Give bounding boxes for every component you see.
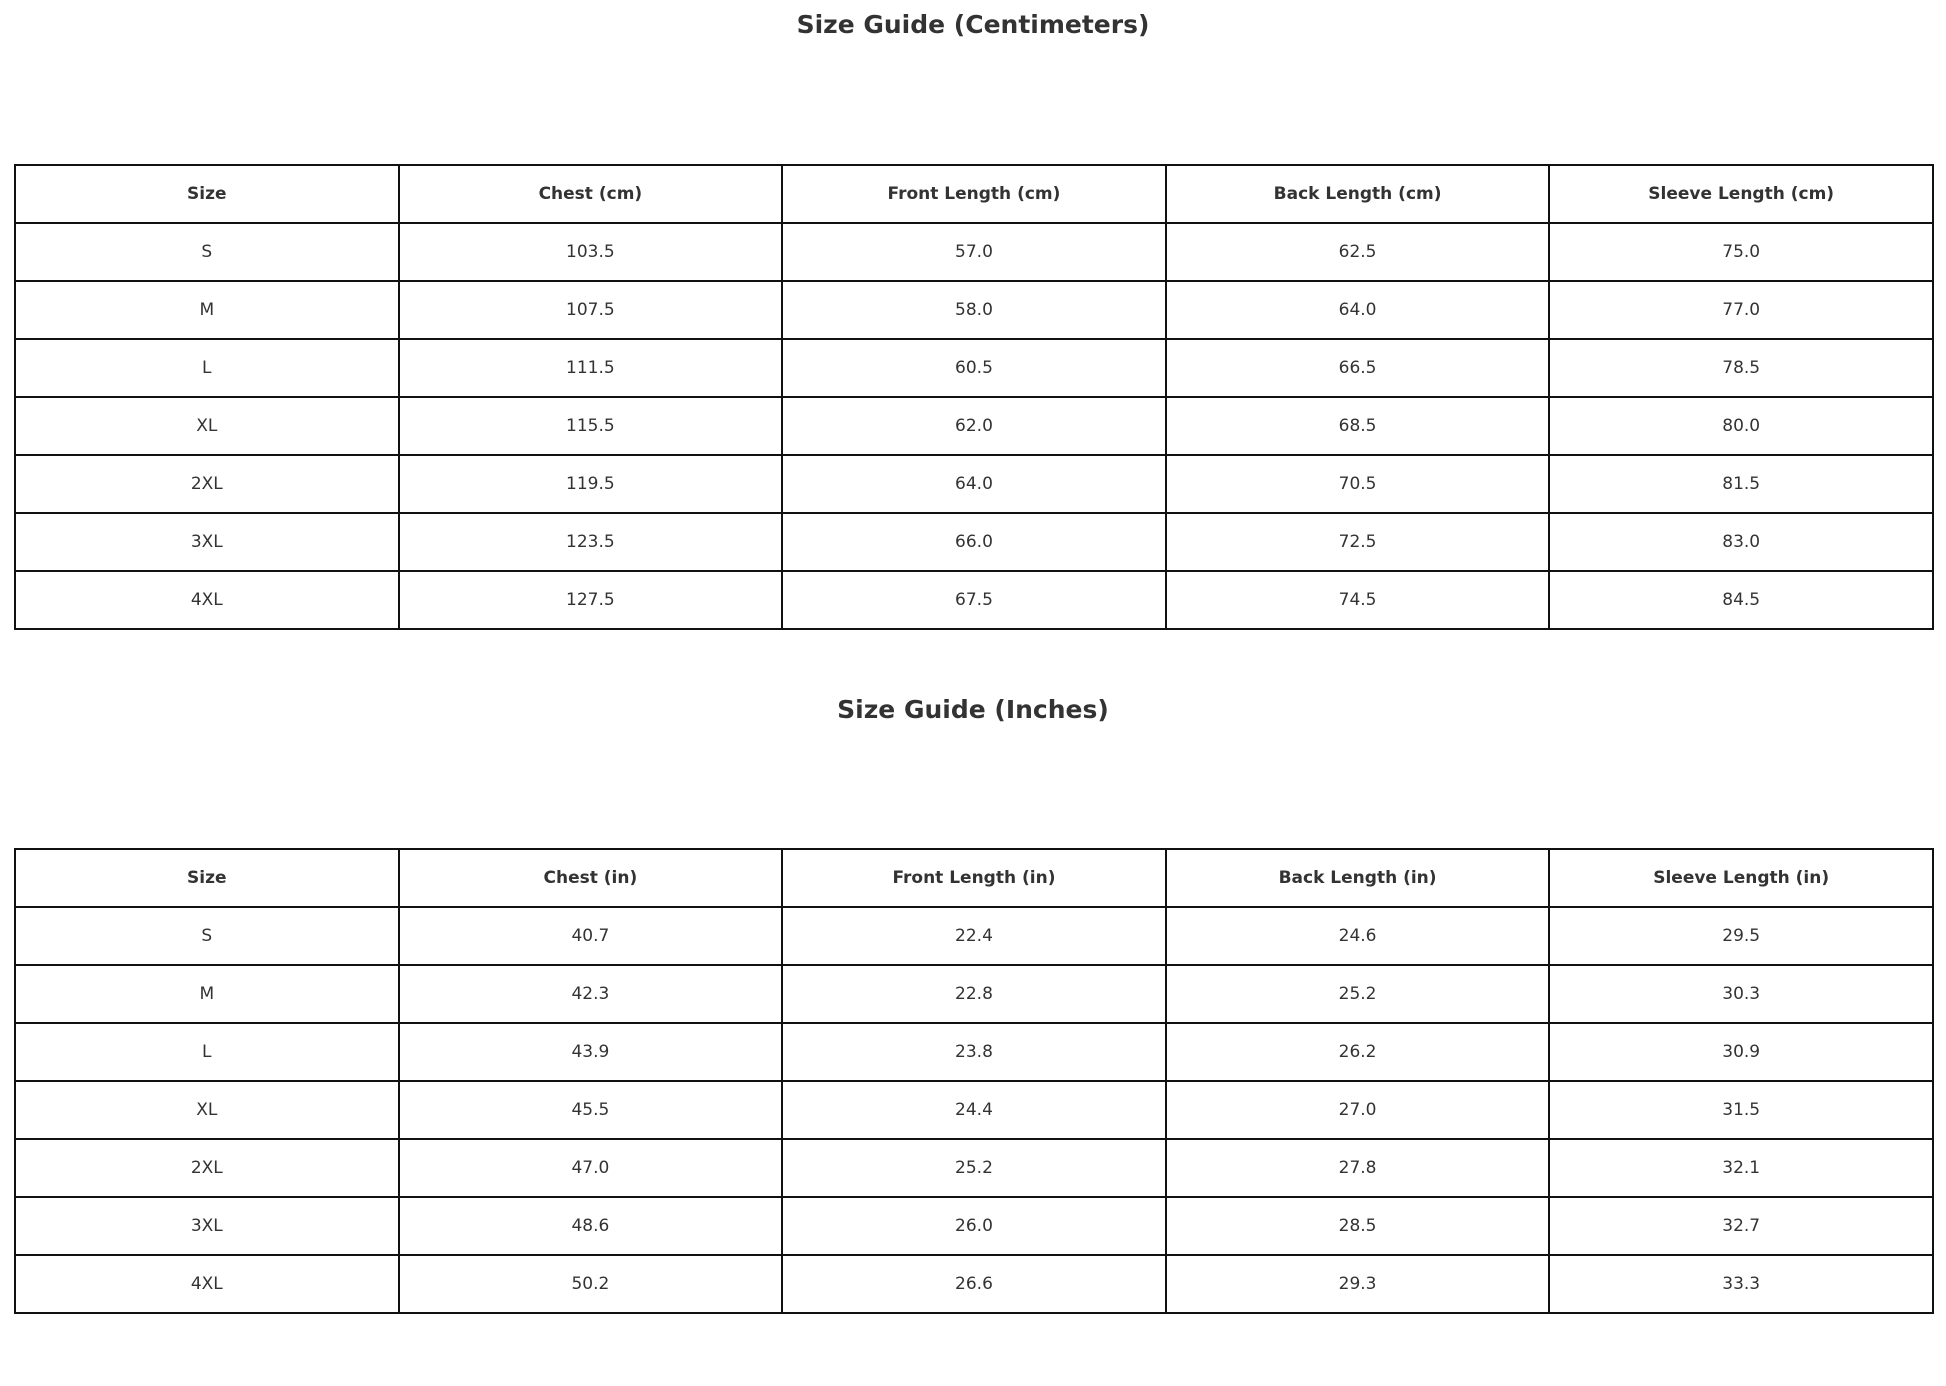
table-header-row — [15, 165, 1933, 223]
measurement-cell: 107.5 — [399, 281, 783, 339]
measurement-cell: 60.5 — [782, 339, 1166, 397]
size-guide-cm-title: Size Guide (Centimeters) — [796, 10, 1150, 39]
measurement-cell: 32.7 — [1549, 1197, 1933, 1255]
measurement-cell: 30.9 — [1549, 1023, 1933, 1081]
measurement-cell: 26.2 — [1166, 1023, 1550, 1081]
measurement-cell: 75.0 — [1549, 223, 1933, 281]
table-row — [15, 571, 1933, 629]
size-cell: XL — [15, 397, 399, 455]
measurement-cell: 42.3 — [399, 965, 783, 1023]
measurement-cell: 32.1 — [1549, 1139, 1933, 1197]
measurement-cell: 25.2 — [782, 1139, 1166, 1197]
measurement-cell: 22.8 — [782, 965, 1166, 1023]
table-row — [15, 1255, 1933, 1313]
table-row — [15, 1139, 1933, 1197]
size-cell: 2XL — [15, 455, 399, 513]
size-guide-in-table — [14, 848, 1934, 1314]
size-cell: S — [15, 223, 399, 281]
column-header: Size — [15, 165, 399, 223]
size-cell: S — [15, 907, 399, 965]
measurement-cell: 26.6 — [782, 1255, 1166, 1313]
table-header-row — [15, 849, 1933, 907]
measurement-cell: 83.0 — [1549, 513, 1933, 571]
size-cell: L — [15, 339, 399, 397]
table-row — [15, 455, 1933, 513]
measurement-cell: 29.3 — [1166, 1255, 1550, 1313]
column-header: Sleeve Length (cm) — [1549, 165, 1933, 223]
measurement-cell: 67.5 — [782, 571, 1166, 629]
measurement-cell: 50.2 — [399, 1255, 783, 1313]
table-row — [15, 1023, 1933, 1081]
measurement-cell: 27.0 — [1166, 1081, 1550, 1139]
measurement-cell: 127.5 — [399, 571, 783, 629]
table-row — [15, 281, 1933, 339]
measurement-cell: 72.5 — [1166, 513, 1550, 571]
column-header: Sleeve Length (in) — [1549, 849, 1933, 907]
size-cell: M — [15, 281, 399, 339]
measurement-cell: 28.5 — [1166, 1197, 1550, 1255]
measurement-cell: 27.8 — [1166, 1139, 1550, 1197]
measurement-cell: 74.5 — [1166, 571, 1550, 629]
measurement-cell: 62.0 — [782, 397, 1166, 455]
measurement-cell: 84.5 — [1549, 571, 1933, 629]
measurement-cell: 81.5 — [1549, 455, 1933, 513]
column-header: Size — [15, 849, 399, 907]
measurement-cell: 123.5 — [399, 513, 783, 571]
measurement-cell: 47.0 — [399, 1139, 783, 1197]
measurement-cell: 24.4 — [782, 1081, 1166, 1139]
measurement-cell: 22.4 — [782, 907, 1166, 965]
measurement-cell: 70.5 — [1166, 455, 1550, 513]
measurement-cell: 80.0 — [1549, 397, 1933, 455]
measurement-cell: 45.5 — [399, 1081, 783, 1139]
table-row — [15, 1081, 1933, 1139]
measurement-cell: 62.5 — [1166, 223, 1550, 281]
size-cell: XL — [15, 1081, 399, 1139]
measurement-cell: 40.7 — [399, 907, 783, 965]
table-row — [15, 513, 1933, 571]
table-row — [15, 907, 1933, 965]
measurement-cell: 26.0 — [782, 1197, 1166, 1255]
column-header: Chest (in) — [399, 849, 783, 907]
table-row — [15, 397, 1933, 455]
measurement-cell: 119.5 — [399, 455, 783, 513]
size-cell: M — [15, 965, 399, 1023]
measurement-cell: 57.0 — [782, 223, 1166, 281]
measurement-cell: 33.3 — [1549, 1255, 1933, 1313]
measurement-cell: 43.9 — [399, 1023, 783, 1081]
table-row — [15, 339, 1933, 397]
size-cell: 3XL — [15, 513, 399, 571]
table-row — [15, 965, 1933, 1023]
measurement-cell: 103.5 — [399, 223, 783, 281]
measurement-cell: 25.2 — [1166, 965, 1550, 1023]
measurement-cell: 77.0 — [1549, 281, 1933, 339]
size-cell: 2XL — [15, 1139, 399, 1197]
measurement-cell: 66.0 — [782, 513, 1166, 571]
measurement-cell: 31.5 — [1549, 1081, 1933, 1139]
measurement-cell: 23.8 — [782, 1023, 1166, 1081]
size-cell: L — [15, 1023, 399, 1081]
measurement-cell: 78.5 — [1549, 339, 1933, 397]
column-header: Front Length (in) — [782, 849, 1166, 907]
size-guide-cm-table — [14, 164, 1934, 630]
measurement-cell: 24.6 — [1166, 907, 1550, 965]
measurement-cell: 64.0 — [1166, 281, 1550, 339]
measurement-cell: 111.5 — [399, 339, 783, 397]
measurement-cell: 29.5 — [1549, 907, 1933, 965]
measurement-cell: 66.5 — [1166, 339, 1550, 397]
size-cell: 3XL — [15, 1197, 399, 1255]
measurement-cell: 115.5 — [399, 397, 783, 455]
size-guide-in-title: Size Guide (Inches) — [837, 695, 1109, 724]
column-header: Front Length (cm) — [782, 165, 1166, 223]
measurement-cell: 64.0 — [782, 455, 1166, 513]
table-row — [15, 223, 1933, 281]
size-cell: 4XL — [15, 1255, 399, 1313]
measurement-cell: 58.0 — [782, 281, 1166, 339]
table-row — [15, 1197, 1933, 1255]
column-header: Back Length (cm) — [1166, 165, 1550, 223]
column-header: Back Length (in) — [1166, 849, 1550, 907]
size-cell: 4XL — [15, 571, 399, 629]
measurement-cell: 30.3 — [1549, 965, 1933, 1023]
measurement-cell: 48.6 — [399, 1197, 783, 1255]
measurement-cell: 68.5 — [1166, 397, 1550, 455]
column-header: Chest (cm) — [399, 165, 783, 223]
